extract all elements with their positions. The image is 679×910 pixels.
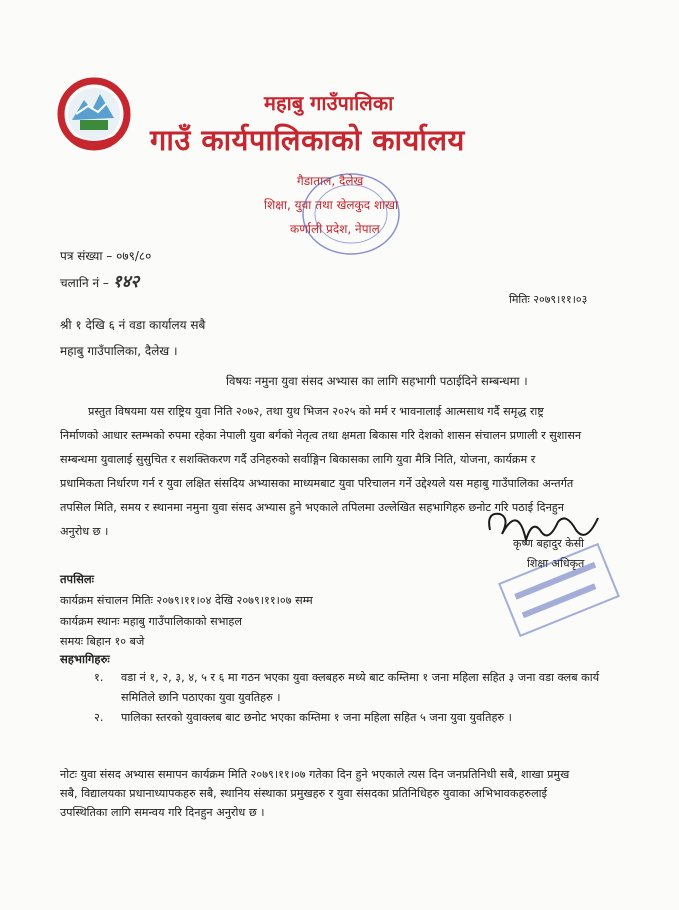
address-line-1: गैडाताल, दैलेख bbox=[297, 174, 364, 188]
ref-label: पत्र संख्या – bbox=[60, 249, 113, 263]
program-venue: कार्यक्रम स्थानः महाबु गाउँपालिकाको सभाहल bbox=[60, 615, 242, 628]
dispatch-number bbox=[60, 270, 139, 295]
program-date: कार्यक्रम संचालन मितिः २०७९।११।०४ देखि २०७९।११।०७ सम्म bbox=[60, 594, 313, 607]
address-line-3: कर्णाली प्रदेश, नेपाल bbox=[290, 222, 380, 236]
dispatch-value: १४२ bbox=[112, 272, 140, 292]
municipality-name: महाबु गाउँपालिका bbox=[264, 91, 394, 115]
body-line-1: प्रस्तुत विषयमा यस राष्ट्रिय युवा निति २०७२, तथा युथ भिजन २०२५ को मर्म र भावनालाई आत्मसाथ गर्दै समृद्ध राष्ट्र bbox=[88, 405, 544, 418]
dispatch-label: चलानि नं – bbox=[60, 276, 109, 290]
body-line-6: अनुरोध छ । bbox=[60, 525, 109, 538]
note-line-3: उपस्थितिका लागि समन्वय गरि दिनहुन अनुरोध छ । bbox=[60, 806, 265, 819]
officer-stamp-icon bbox=[494, 540, 624, 640]
note-line-2: सबै, विद्यालयका प्रधानाध्यापकहरु सबै, स्थानिय संस्थाका प्रमुखहरु र युवा संसदका प्रतिनिधिहरु युवाका अभिभावकहरुलाई bbox=[60, 787, 548, 800]
ref-number bbox=[60, 244, 151, 268]
participant-item-1-line-2: समितिले छानि पठाएका युवा युवतिहरु । bbox=[121, 691, 281, 704]
participant-item-1-line-1: वडा नं १, २, ३, ४, ५ र ६ मा गठन भएका युवा क्लबहरु मध्ये बाट कम्तिमा १ जना महिला सहित ३ जना वडा क्लब कार्य bbox=[121, 671, 600, 684]
signatory-title: शिक्षा अधिकृत bbox=[527, 557, 585, 570]
nepal-emblem-icon bbox=[54, 74, 134, 152]
recipient-line-2: महाबु गाउँपालिका, दैलेख । bbox=[60, 344, 178, 358]
participant-item-1-number: १. bbox=[94, 671, 104, 684]
details-heading: तपसिलः bbox=[60, 572, 94, 586]
participants-heading: सहभागिहरुः bbox=[60, 652, 110, 666]
address-line-2: शिक्षा, युवा तथा खेलकुद शाखा bbox=[264, 198, 399, 212]
participant-item-2-number: २. bbox=[94, 711, 104, 724]
note-line-1: नोटः युवा संसद अभ्यास समापन कार्यक्रम मिति २०७९।११।०७ गतेका दिन हुने भएकाले त्यस दिन जनप्रतिनिधी सबै, शाखा प्रमुख bbox=[60, 768, 570, 781]
signatory-name: कृष्ण बहादुर केसी bbox=[513, 537, 584, 550]
letter-date: मितिः २०७९।११।०३ bbox=[509, 293, 588, 306]
office-stamp-icon bbox=[296, 168, 406, 260]
body-line-4: प्रधामिकता निर्धारण गर्न र युवा लक्षित संसदिय अभ्यासका माध्यमबाट युवा परिचालन गर्ने उद्देश्यले यस महाबु गाउँपालिका अन्तर्गत bbox=[60, 477, 574, 490]
body-line-5: तपसिल मिति, समय र स्थानमा नमुना युवा संसद अभ्यास हुने भएकाले तपिलमा उल्लेखित सहभागिहरु छनोट गरि पठाई दिनहुन bbox=[60, 501, 564, 514]
ref-value: ०७९/८० bbox=[116, 249, 152, 263]
office-title: गाउँ कार्यपालिकाको कार्यालय bbox=[150, 123, 465, 157]
program-time: समयः बिहान १० बजे bbox=[60, 635, 145, 648]
subject-line: विषयः नमुना युवा संसद अभ्यास का लागि सहभागी पठाईदिने सम्बन्धमा । bbox=[226, 374, 528, 388]
recipient-line-1: श्री १ देखि ६ नं वडा कार्यालय सबै bbox=[60, 318, 206, 332]
body-line-3: सम्बन्धमा युवालाई सुसुचित र सशक्तिकरण गर्दै उनिहरुको सर्वाङ्गिन बिकासका लागि युवा मैत्रि निति, योजना, कार्यक्रम र bbox=[60, 453, 536, 466]
participant-item-2-line-1: पालिका स्तरको युवाक्लब बाट छनोट भएका कम्तिमा १ जना महिला सहित ५ जना युवा युवतिहरु । bbox=[121, 711, 512, 724]
body-line-2: निर्माणको आधार स्तम्भको रुपमा रहेका नेपाली युवा बर्गको नेतृत्व तथा क्षमता बिकास गरि देशको शासन संचालन प्रणाली र सुशासन bbox=[60, 429, 582, 442]
